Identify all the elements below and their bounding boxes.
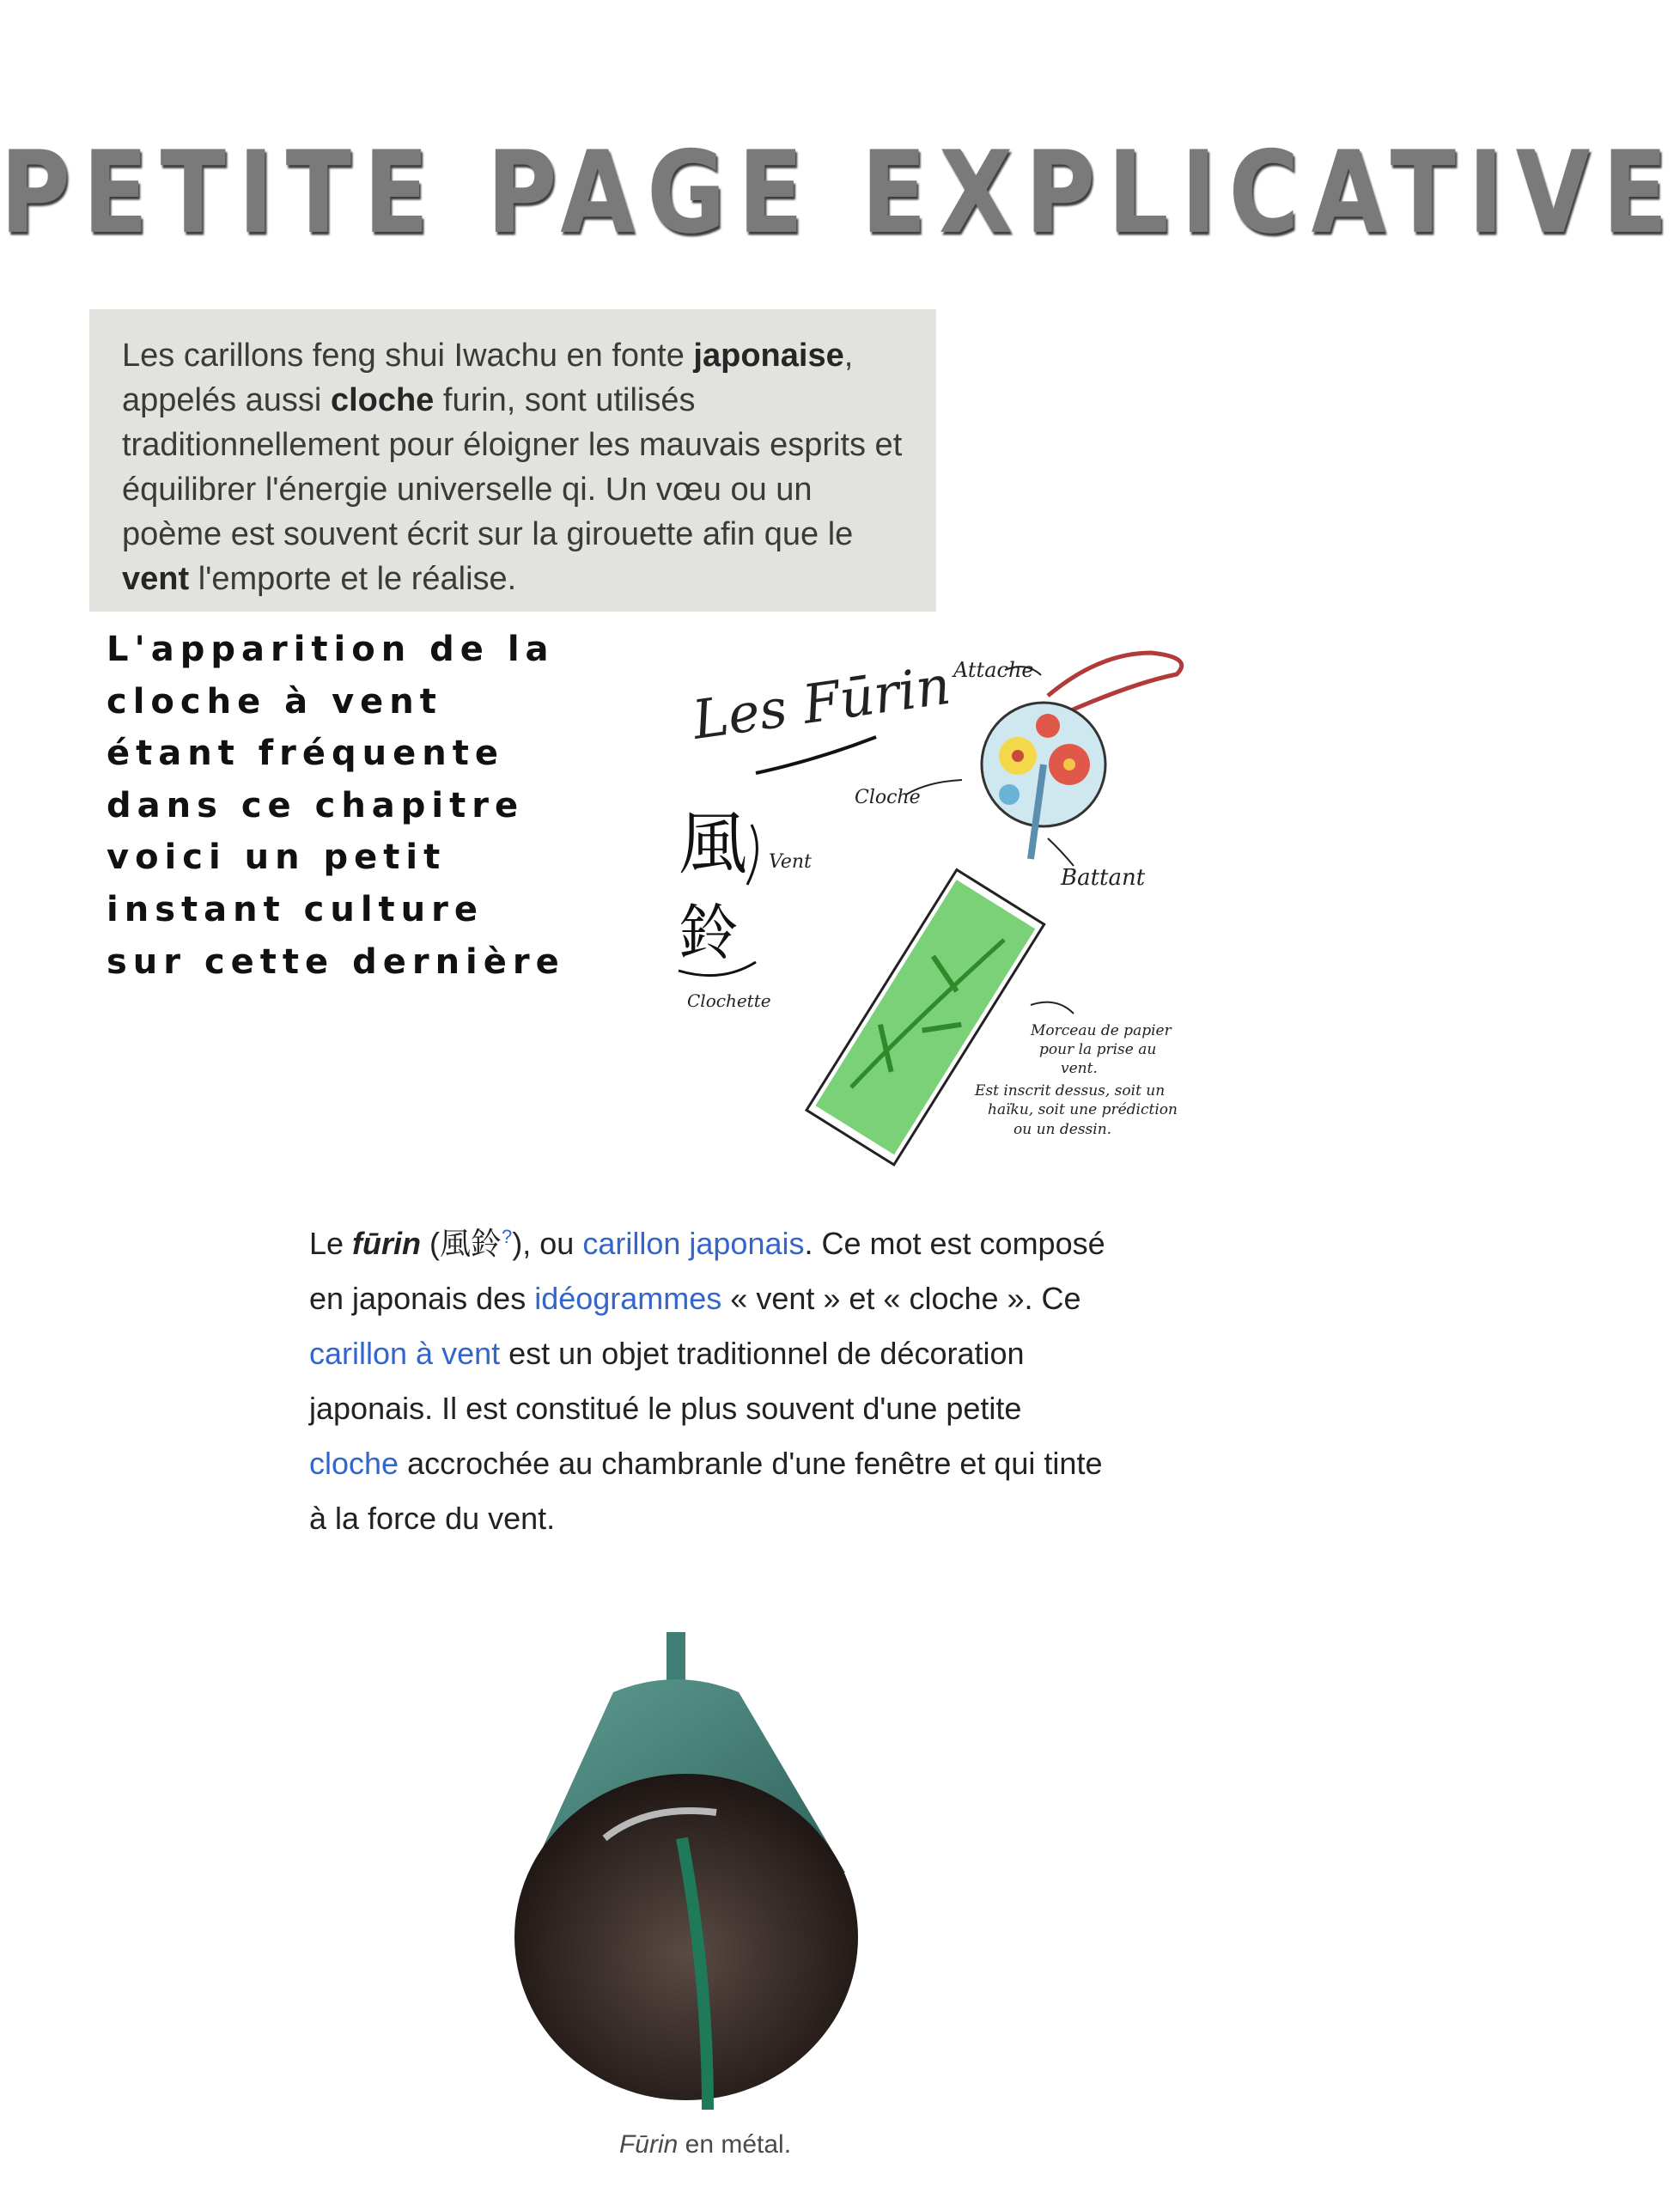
intro-bold: vent	[122, 561, 190, 597]
kanji-bracket	[747, 825, 757, 885]
svg-text:haïku, soit une prédiction: haïku, soit une prédiction	[988, 1101, 1178, 1118]
title-underline	[756, 737, 876, 773]
kanji-bell: 鈴	[679, 898, 739, 968]
photo-caption: Fūrin en métal.	[618, 2130, 792, 2159]
svg-text:Morceau de papier: Morceau de papier	[1031, 1022, 1172, 1039]
intro-text: l'emporte et le réalise.	[189, 561, 517, 597]
heading-line: L'apparition de la	[107, 630, 555, 669]
section-heading	[107, 624, 673, 988]
term-furin: fūrin	[352, 1226, 422, 1261]
intro-text: , appelés aussi	[122, 338, 854, 418]
furin-illustration	[670, 636, 1202, 1168]
bell-interior	[514, 1774, 858, 2100]
heading-line: sur cette dernière	[107, 941, 565, 982]
heading-line: étant fréquente	[107, 734, 504, 774]
link-ideogrammes[interactable]: idéogrammes	[534, 1281, 722, 1316]
heading-line: dans ce chapitre	[107, 785, 525, 825]
pronunciation-link[interactable]: ?	[502, 1226, 513, 1247]
label-battant: Battant	[1061, 865, 1146, 891]
page-title: PETITE PAGE EXPLICATIVE	[0, 127, 1680, 259]
label-attache: Attache	[953, 658, 1034, 682]
intro-text: furin, sont utilisés traditionnellement pour éloigner les mauvais esprits et équilibrer l'énergie universelle qi. Un vœu ou un poème est souvent écrit sur la girouette afin que le	[122, 382, 903, 552]
arrow	[1048, 838, 1074, 866]
furin-metal-photo	[476, 1632, 934, 2110]
link-cloche[interactable]: cloche	[309, 1446, 399, 1481]
intro-text: Les carillons feng shui Iwachu en fonte	[122, 338, 694, 374]
kanji-wind: 風	[679, 804, 747, 884]
bell-photo	[476, 1632, 934, 2110]
heading-line: cloche à vent	[107, 681, 442, 722]
svg-text:pour la prise au: pour la prise au	[1039, 1041, 1157, 1058]
string-loop	[1048, 653, 1182, 713]
link-carillon-a-vent[interactable]: carillon à vent	[309, 1336, 501, 1371]
furin-drawing	[670, 636, 1202, 1168]
svg-text:ou un dessin.: ou un dessin.	[1013, 1121, 1112, 1138]
intro-box	[89, 309, 936, 612]
svg-text:Est inscrit dessus, soit un: Est inscrit dessus, soit un	[975, 1082, 1166, 1100]
heading-line: voici un petit	[107, 838, 447, 878]
label-clochette: Clochette	[687, 990, 771, 1011]
wiki-paragraph: Le fūrin (風鈴?), ou carillon japonais. Ce mot est composé en japonais des idéogrammes « vent » et « cloche ». Ce carillon à vent est un objet traditionnel de décoration japonais. Il est constitué le plus souvent d'une petite cloche accrochée au chambranle d'une fenêtre et qui tinte à la force du vent.	[309, 1226, 1105, 1536]
paper-note	[974, 1022, 1178, 1138]
illus-title: Les Fūrin	[688, 653, 954, 752]
heading-line: instant culture	[107, 889, 484, 929]
label-cloche: Cloche	[855, 787, 921, 808]
arrow	[1031, 1002, 1074, 1014]
intro-bold: japonaise	[693, 338, 844, 374]
paper-strip	[807, 870, 1044, 1165]
intro-bold: cloche	[330, 382, 435, 418]
label-vent: Vent	[769, 851, 812, 873]
svg-text:vent.: vent.	[1061, 1060, 1098, 1077]
link-carillon-japonais[interactable]: carillon japonais	[582, 1226, 805, 1261]
